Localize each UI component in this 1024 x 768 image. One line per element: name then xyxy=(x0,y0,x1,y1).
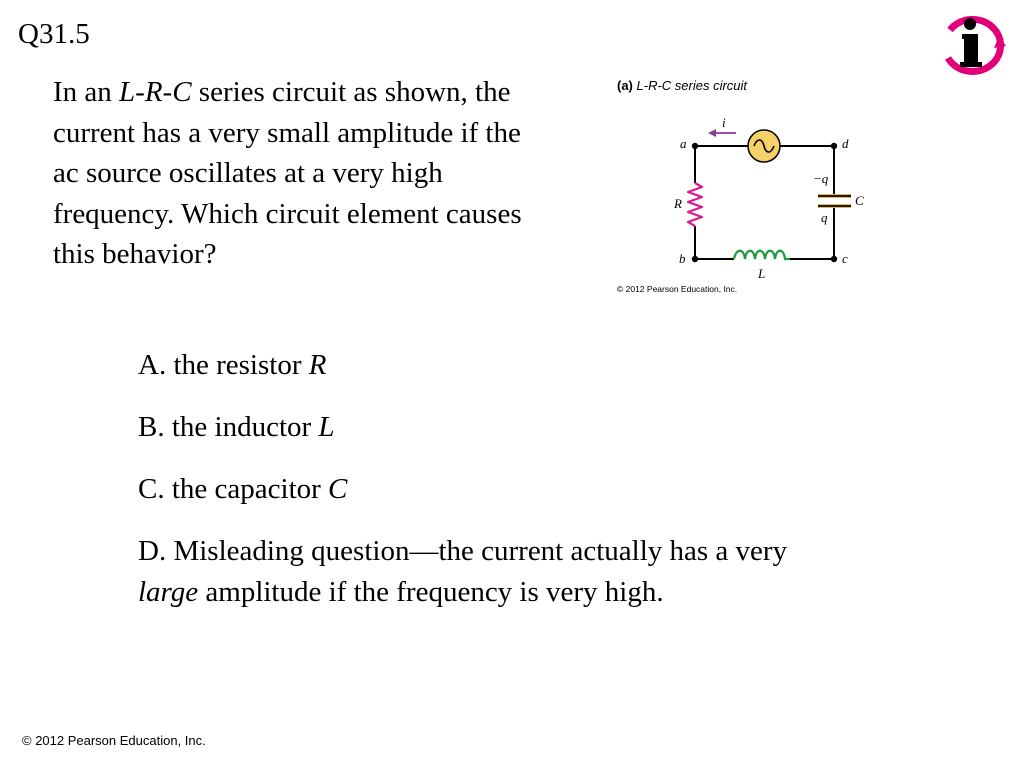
bottom-wire-left xyxy=(695,226,734,259)
footer-copyright: © 2012 Pearson Education, Inc. xyxy=(22,733,206,748)
choice-b xyxy=(138,407,335,448)
label-minus-q: −q xyxy=(813,171,829,186)
label-q: q xyxy=(821,210,828,225)
current-arrow-head xyxy=(708,129,716,137)
figure-copyright: © 2012 Pearson Education, Inc. xyxy=(617,284,738,294)
circuit-diagram xyxy=(612,76,872,300)
question-text xyxy=(53,72,553,275)
question-part1: In an xyxy=(53,76,120,108)
choice-d-line1: D. Misleading question—the current actually has a very xyxy=(138,535,788,567)
label-i: i xyxy=(722,115,726,130)
node-b xyxy=(692,256,698,262)
label-R: R xyxy=(674,196,682,211)
choice-a-text: A. the resistor xyxy=(138,349,309,381)
figure-caption-text: L-R-C series circuit xyxy=(636,78,748,93)
choice-c-symbol: C xyxy=(328,473,348,505)
slide-number: Q31.5 xyxy=(18,18,90,50)
node-d xyxy=(831,143,837,149)
choice-d-line2 xyxy=(138,572,787,613)
node-c xyxy=(831,256,837,262)
label-b: b xyxy=(679,251,686,266)
circuit-figure xyxy=(612,76,872,300)
choice-d-rest: amplitude if the frequency is very high. xyxy=(198,575,664,608)
label-C: C xyxy=(855,193,864,208)
question-part2: series circuit as shown, the current has a very small amplitude if the ac source oscillates at a very high frequency. Which circuit element causes this behavior? xyxy=(53,76,522,270)
choice-c-text: C. the capacitor xyxy=(138,473,329,505)
choice-a-symbol: R xyxy=(308,349,327,381)
choice-b-text: B. the inductor xyxy=(138,411,319,443)
inductor-symbol xyxy=(734,251,790,259)
question-lrc: L-R-C xyxy=(119,76,192,108)
choice-d-emphasis: large xyxy=(138,575,199,608)
info-logo-icon xyxy=(936,12,1008,76)
choice-d xyxy=(138,531,787,612)
label-d: d xyxy=(842,136,849,151)
choice-b-symbol: L xyxy=(318,411,335,443)
choice-c xyxy=(138,469,347,510)
label-a: a xyxy=(680,136,687,151)
figure-caption-tag: (a) xyxy=(617,78,633,93)
node-a xyxy=(692,143,698,149)
choice-a xyxy=(138,345,326,386)
label-L: L xyxy=(758,266,766,281)
resistor-symbol xyxy=(688,183,702,226)
label-c: c xyxy=(842,251,848,266)
